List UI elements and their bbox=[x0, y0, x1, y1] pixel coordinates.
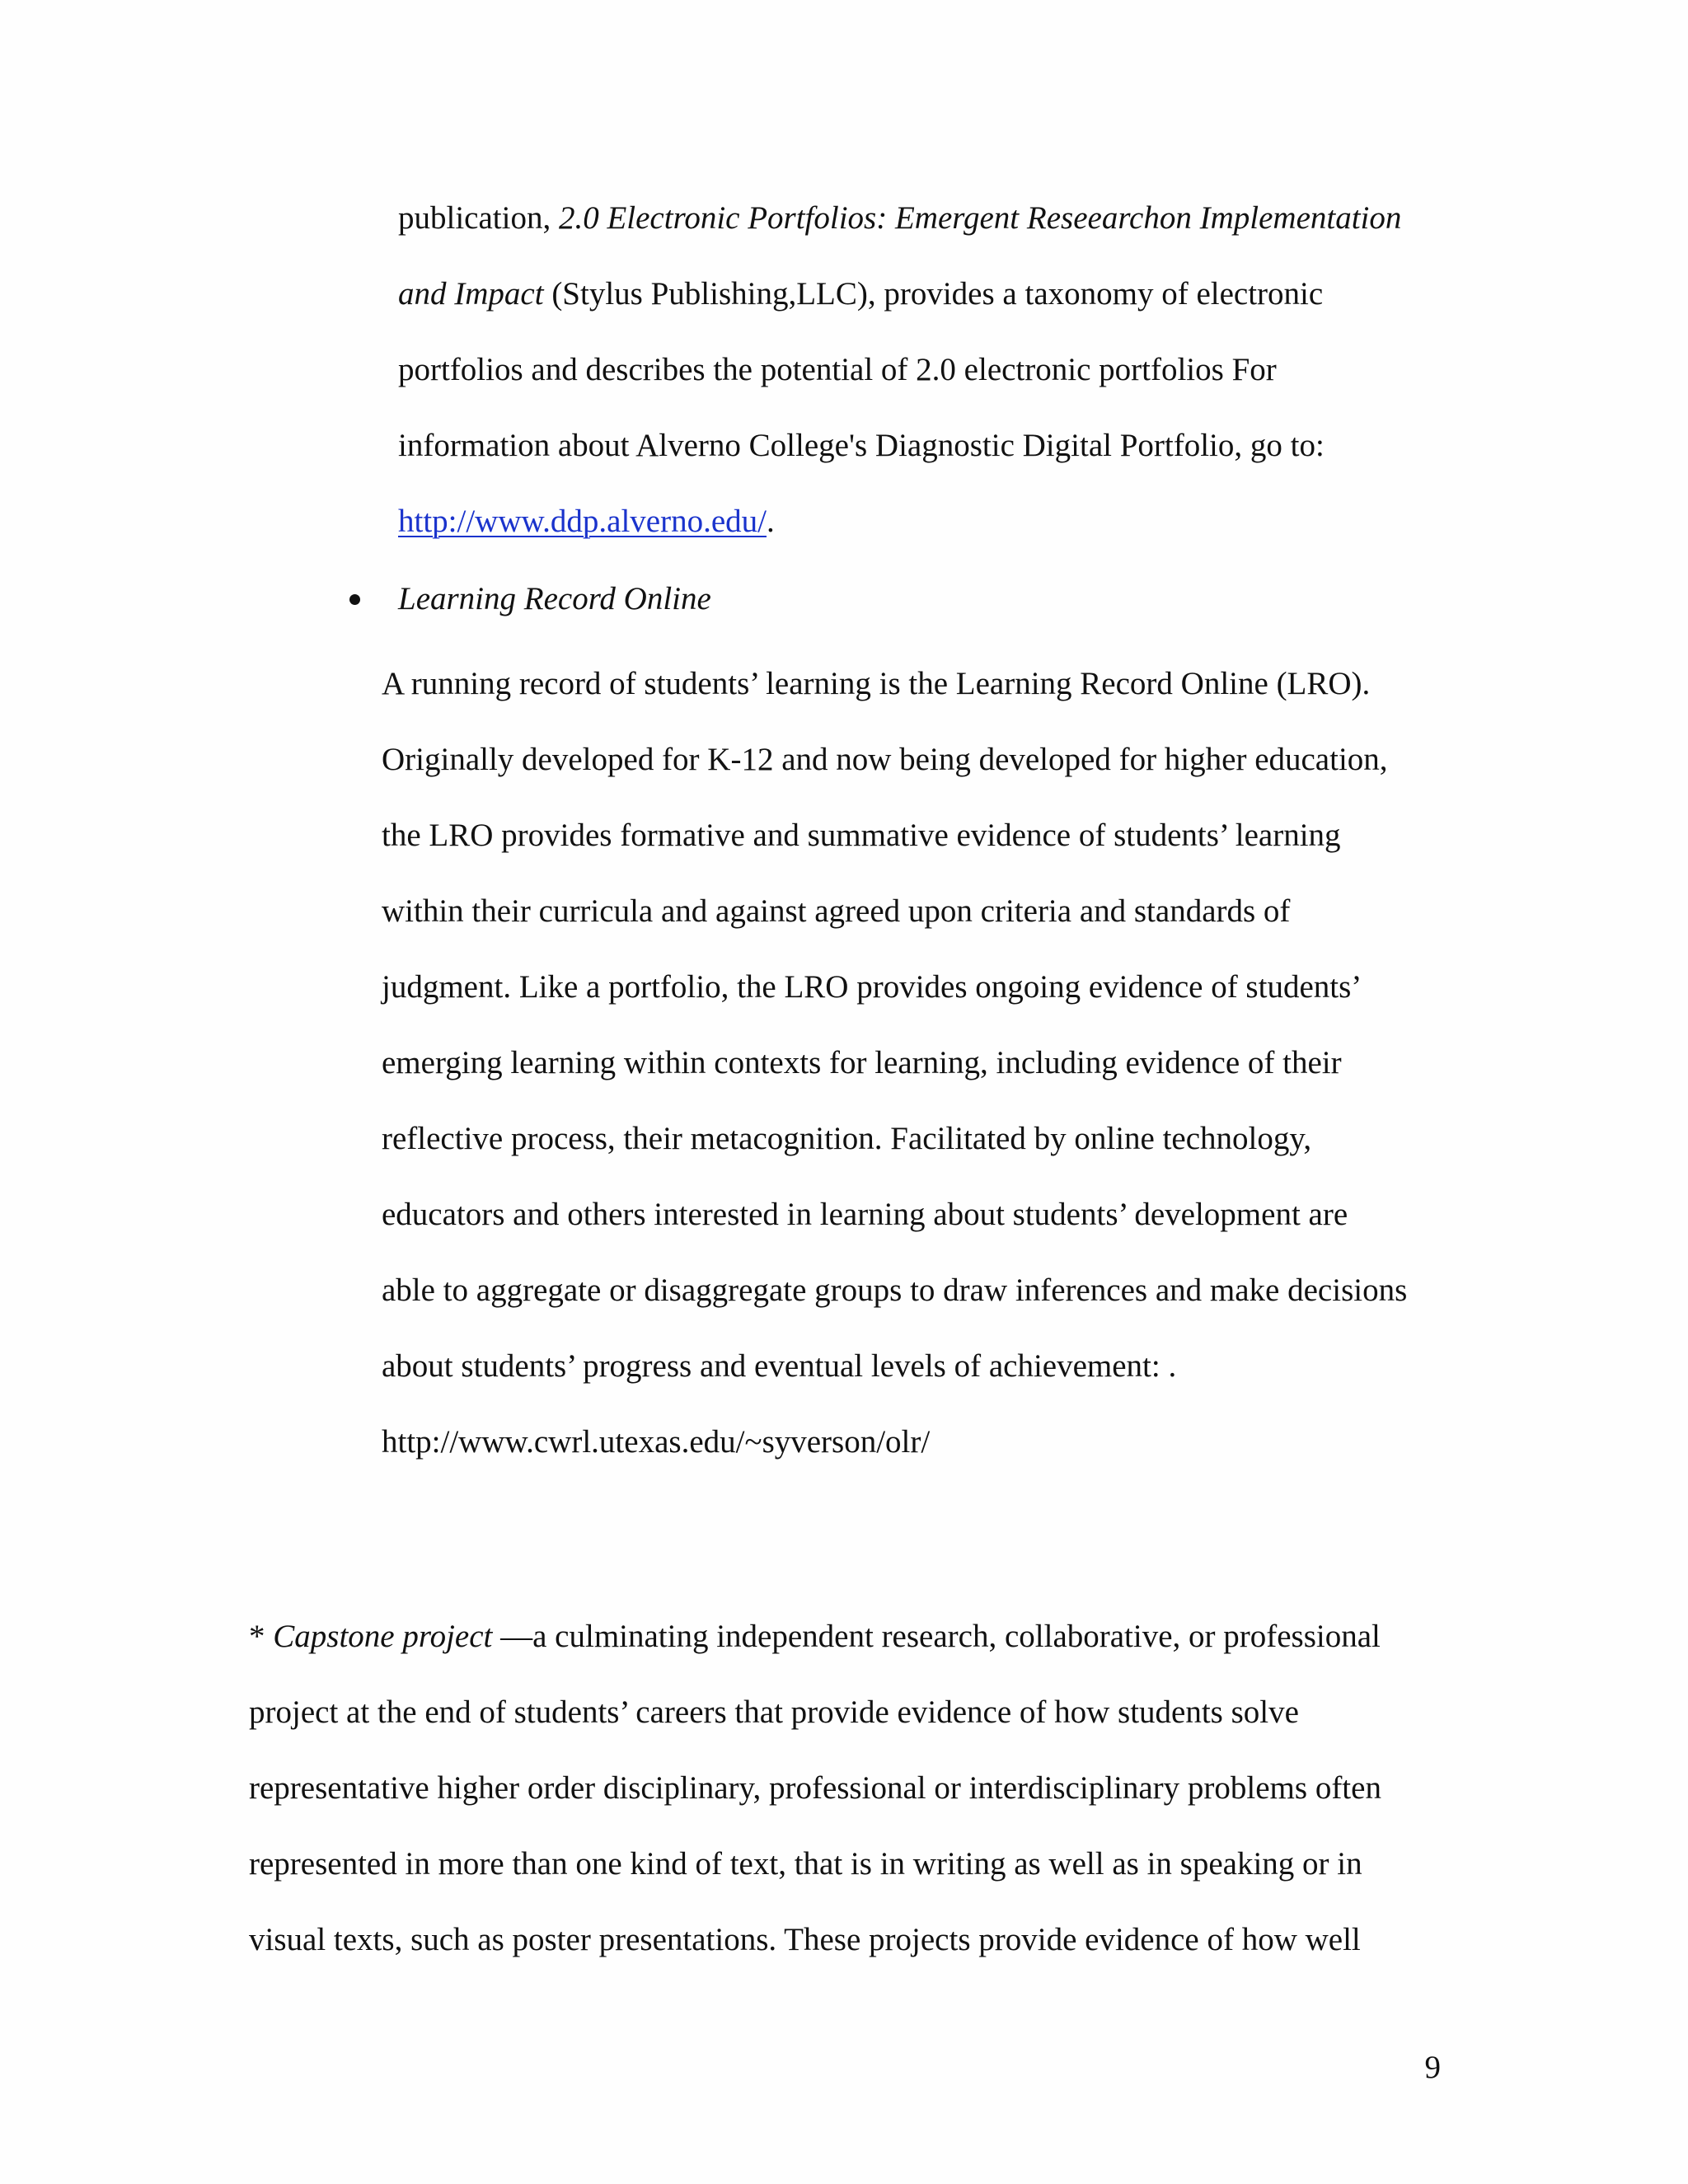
continuation-line-4: information about Alverno College's Diagnostic Digital Portfolio, go to: bbox=[398, 428, 1325, 463]
lro-line-1: A running record of students’ learning is the Learning Record Online (LRO). bbox=[382, 666, 1371, 701]
continuation-line-3: portfolios and describes the potential of 2.0 electronic portfolios For bbox=[398, 352, 1277, 387]
lro-line-6: emerging learning within contexts for learning, including evidence of their bbox=[382, 1045, 1342, 1080]
lro-line-9: able to aggregate or disaggregate groups to draw inferences and make decisions bbox=[382, 1272, 1408, 1308]
capstone-line-1 bbox=[249, 1617, 1381, 1657]
capstone-line-2: project at the end of students’ careers that provide evidence of how students solve bbox=[249, 1694, 1299, 1730]
lro-url: http://www.cwrl.utexas.edu/~syverson/olr/ bbox=[382, 1424, 931, 1460]
continuation-line-2 bbox=[398, 274, 1323, 314]
lro-line-3: the LRO provides formative and summative evidence of students’ learning bbox=[382, 818, 1341, 853]
lro-line-8: educators and others interested in learning about students’ development are bbox=[382, 1197, 1348, 1232]
alverno-ddp-link[interactable]: http://www.ddp.alverno.edu/ bbox=[398, 504, 767, 539]
capstone-term: Capstone project bbox=[273, 1619, 493, 1654]
lro-line-5: judgment. Like a portfolio, the LRO provides ongoing evidence of students’ bbox=[382, 969, 1362, 1005]
lro-line-4: within their curricula and against agreed upon criteria and standards of bbox=[382, 893, 1291, 929]
text-span: publication, bbox=[398, 200, 559, 236]
lro-line-2: Originally developed for K-12 and now being developed for higher education, bbox=[382, 742, 1388, 777]
lro-line-7: reflective process, their metacognition. Facilitated by online technology, bbox=[382, 1121, 1312, 1156]
capstone-line-5: visual texts, such as poster presentations. These projects provide evidence of how well bbox=[249, 1922, 1361, 1957]
capstone-line-3: representative higher order disciplinary, professional or interdisciplinary problems often bbox=[249, 1770, 1381, 1806]
continuation-line-5 bbox=[398, 502, 775, 541]
publication-title: 2.0 Electronic Portfolios: Emergent Reseearchon Implementation bbox=[558, 200, 1402, 236]
bullet-title: Learning Record Online bbox=[398, 581, 711, 616]
asterisk-marker: * bbox=[249, 1619, 274, 1654]
capstone-line-4: represented in more than one kind of text, that is in writing as well as in speaking or in bbox=[249, 1846, 1362, 1882]
text-span: —a culminating independent research, collaborative, or professional bbox=[492, 1619, 1381, 1654]
text-span: (Stylus Publishing,LLC), provides a taxonomy of electronic bbox=[543, 276, 1324, 312]
page-number: 9 bbox=[1424, 2050, 1441, 2085]
publication-title-end: and Impact bbox=[398, 276, 544, 312]
continuation-line-1 bbox=[398, 199, 1401, 238]
lro-line-10: about students’ progress and eventual levels of achievement: . bbox=[382, 1348, 1177, 1384]
text-span: . bbox=[766, 504, 775, 539]
bullet-icon bbox=[349, 594, 360, 605]
